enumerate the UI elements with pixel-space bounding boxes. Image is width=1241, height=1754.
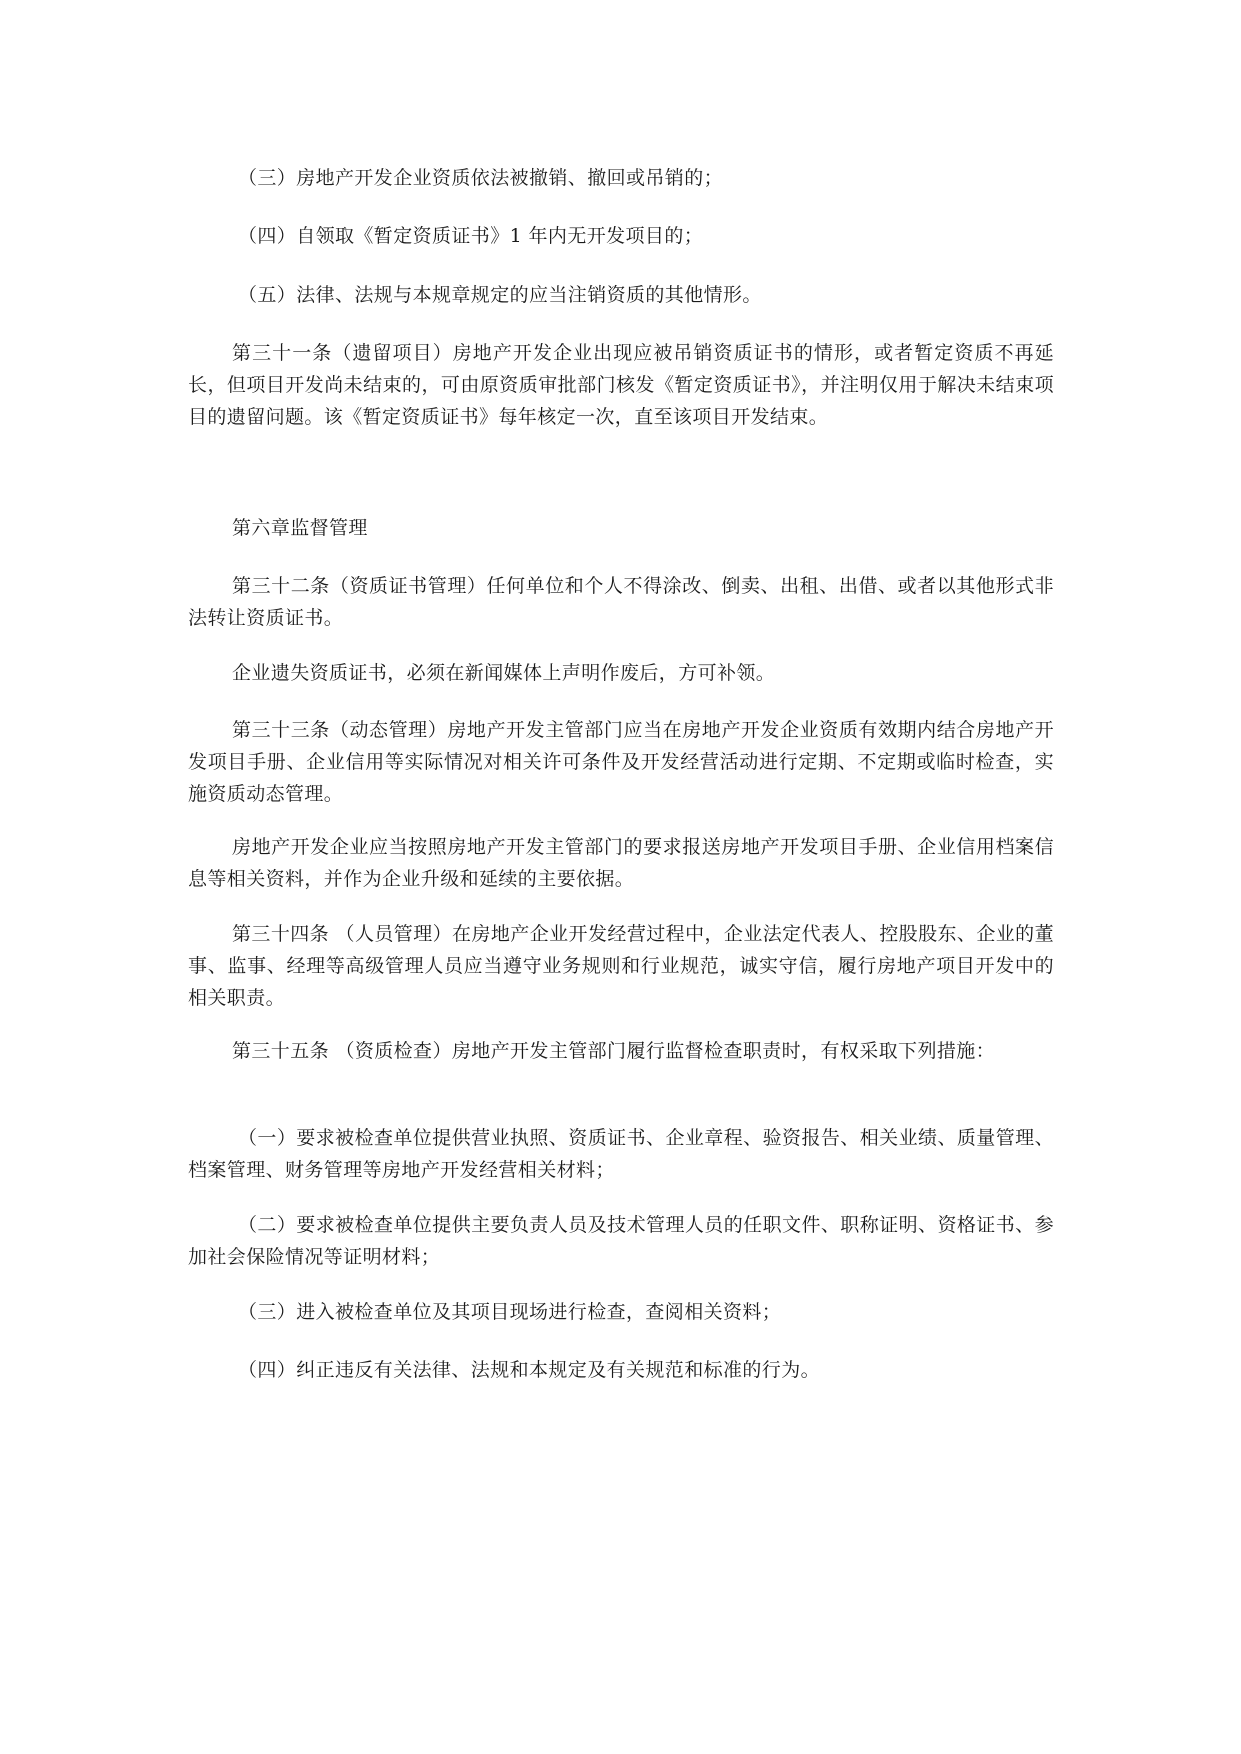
article-32: 第三十二条（资质证书管理）任何单位和个人不得涂改、倒卖、出租、出借、或者以其他形式非法转让资质证书。 (188, 575, 1054, 629)
clause-item-5: （五）法律、法规与本规章规定的应当注销资质的其他情形。 (238, 284, 762, 306)
reporting-paragraph: 房地产开发企业应当按照房地产开发主管部门的要求报送房地产开发项目手册、企业信用档案信息等相关资料，并作为企业升级和延续的主要依据。 (188, 836, 1054, 890)
measure-item-2: （二）要求被检查单位提供主要负责人员及技术管理人员的任职文件、职称证明、资格证书、参加社会保险情况等证明材料； (188, 1214, 1054, 1268)
article-31: 第三十一条（遗留项目）房地产开发企业出现应被吊销资质证书的情形，或者暂定资质不再延长，但项目开发尚未结束的，可由原资质审批部门核发《暂定资质证书》，并注明仅用于解决未结束项目的遗留问题。该《暂定资质证书》每年核定一次，直至该项目开发结束。 (188, 342, 1054, 428)
article-33: 第三十三条（动态管理）房地产开发主管部门应当在房地产开发企业资质有效期内结合房地产开发项目手册、企业信用等实际情况对相关许可条件及开发经营活动进行定期、不定期或临时检查，实施资质动态管理。 (188, 719, 1054, 805)
clause-item-3: （三）房地产开发企业资质依法被撤销、撤回或吊销的； (238, 167, 724, 189)
lost-certificate-paragraph: 企业遗失资质证书，必须在新闻媒体上声明作废后，方可补领。 (232, 662, 776, 684)
measure-item-4: （四）纠正违反有关法律、法规和本规定及有关规范和标准的行为。 (238, 1359, 821, 1381)
article-35: 第三十五条 （资质检查）房地产开发主管部门履行监督检查职责时，有权采取下列措施： (232, 1040, 996, 1062)
chapter-heading: 第六章监督管理 (232, 517, 368, 539)
article-34: 第三十四条 （人员管理）在房地产企业开发经营过程中，企业法定代表人、控股股东、企业的董事、监事、经理等高级管理人员应当遵守业务规则和行业规范，诚实守信，履行房地产项目开发中的相关职责。 (188, 923, 1054, 1009)
clause-item-4: （四）自领取《暂定资质证书》1 年内无开发项目的； (238, 225, 704, 247)
measure-item-1: （一）要求被检查单位提供营业执照、资质证书、企业章程、验资报告、相关业绩、质量管理、档案管理、财务管理等房地产开发经营相关材料； (188, 1127, 1054, 1181)
measure-item-3: （三）进入被检查单位及其项目现场进行检查，查阅相关资料； (238, 1301, 782, 1323)
